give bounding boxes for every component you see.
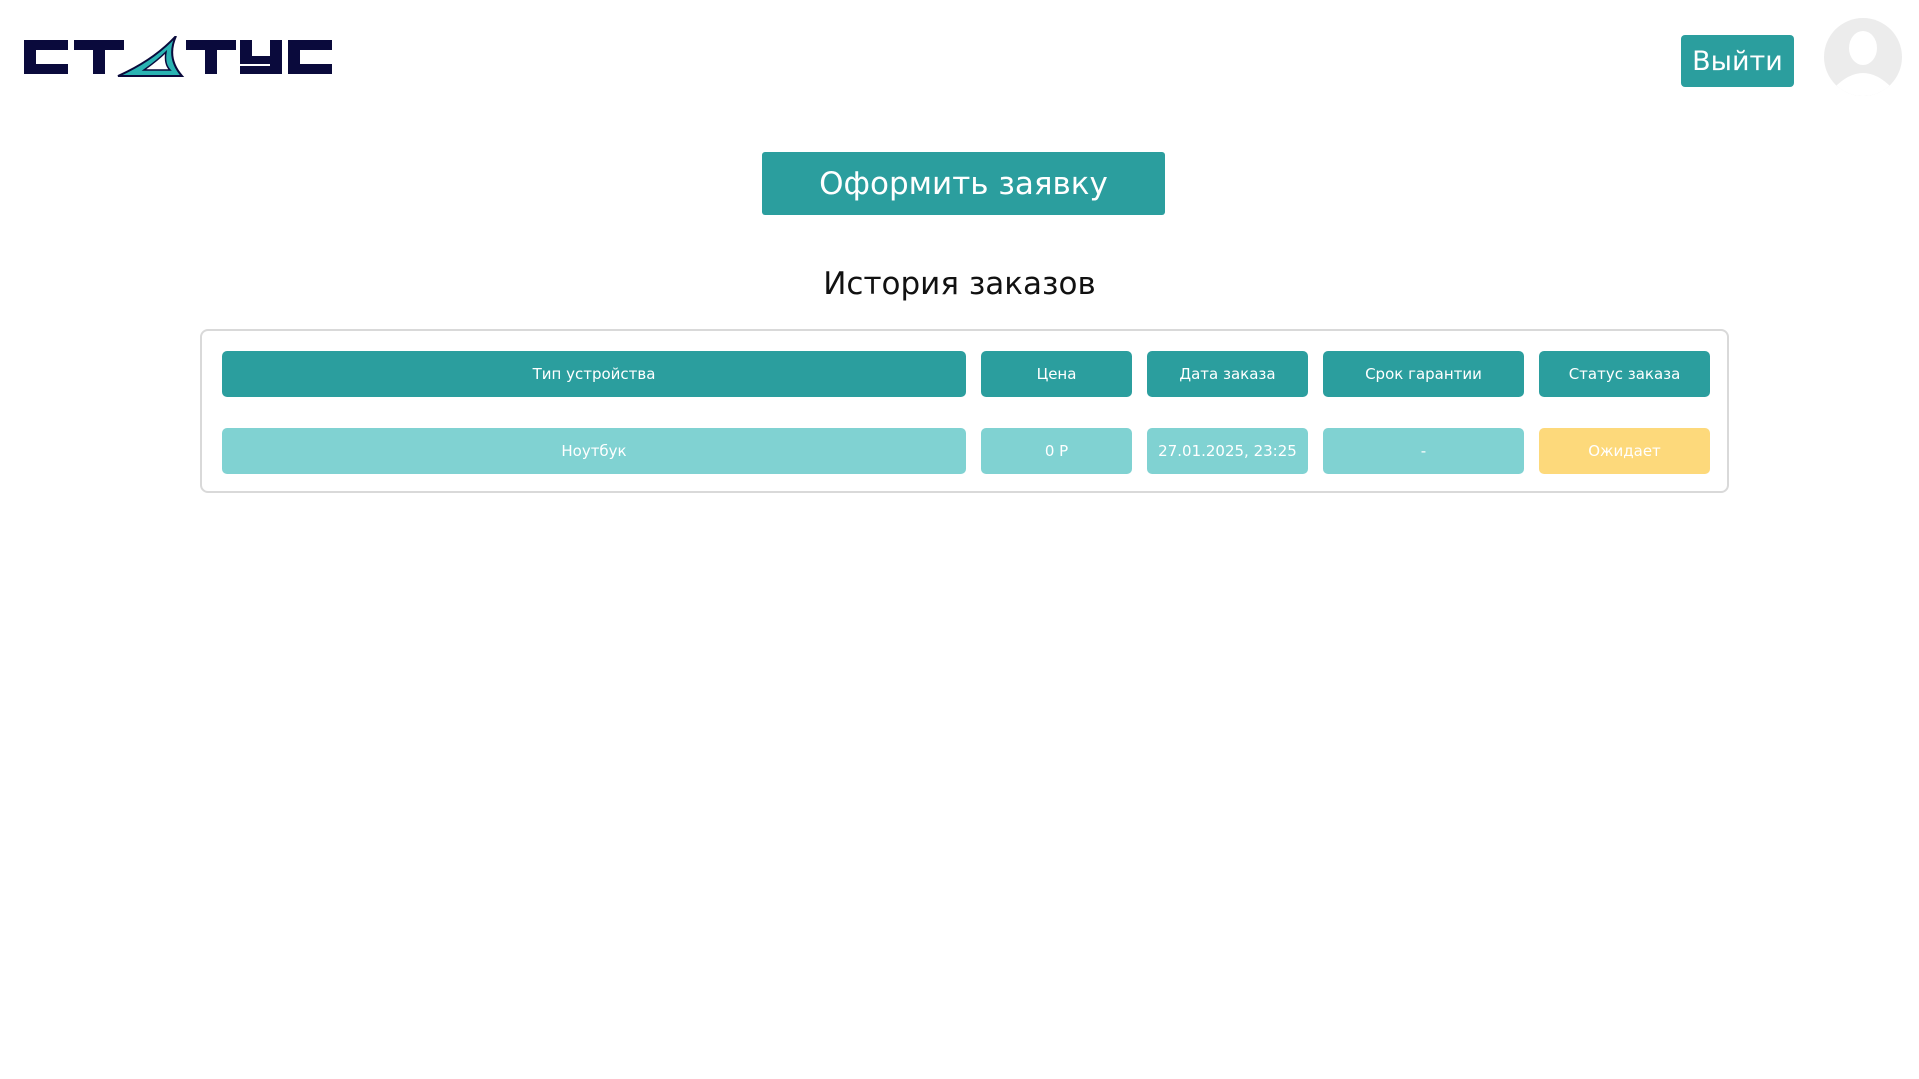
logout-button[interactable]: Выйти bbox=[1681, 35, 1794, 87]
column-header-device-type[interactable]: Тип устройства bbox=[222, 351, 966, 397]
column-header-warranty[interactable]: Срок гарантии bbox=[1323, 351, 1524, 397]
column-header-price[interactable]: Цена bbox=[981, 351, 1132, 397]
avatar[interactable] bbox=[1824, 18, 1902, 96]
create-order-button[interactable]: Оформить заявку bbox=[762, 152, 1165, 215]
order-history-title: История заказов bbox=[823, 266, 1096, 302]
brand-logo[interactable] bbox=[24, 36, 334, 81]
table-cell-price: 0 Р bbox=[981, 428, 1132, 474]
user-icon bbox=[1824, 18, 1902, 96]
table-cell-date: 27.01.2025, 23:25 bbox=[1147, 428, 1308, 474]
column-header-order-date[interactable]: Дата заказа bbox=[1147, 351, 1308, 397]
table-cell-warranty: - bbox=[1323, 428, 1524, 474]
order-history-table bbox=[200, 329, 1729, 493]
column-header-status[interactable]: Статус заказа bbox=[1539, 351, 1710, 397]
status-badge: Ожидает bbox=[1539, 428, 1710, 474]
table-cell-device: Ноутбук bbox=[222, 428, 966, 474]
